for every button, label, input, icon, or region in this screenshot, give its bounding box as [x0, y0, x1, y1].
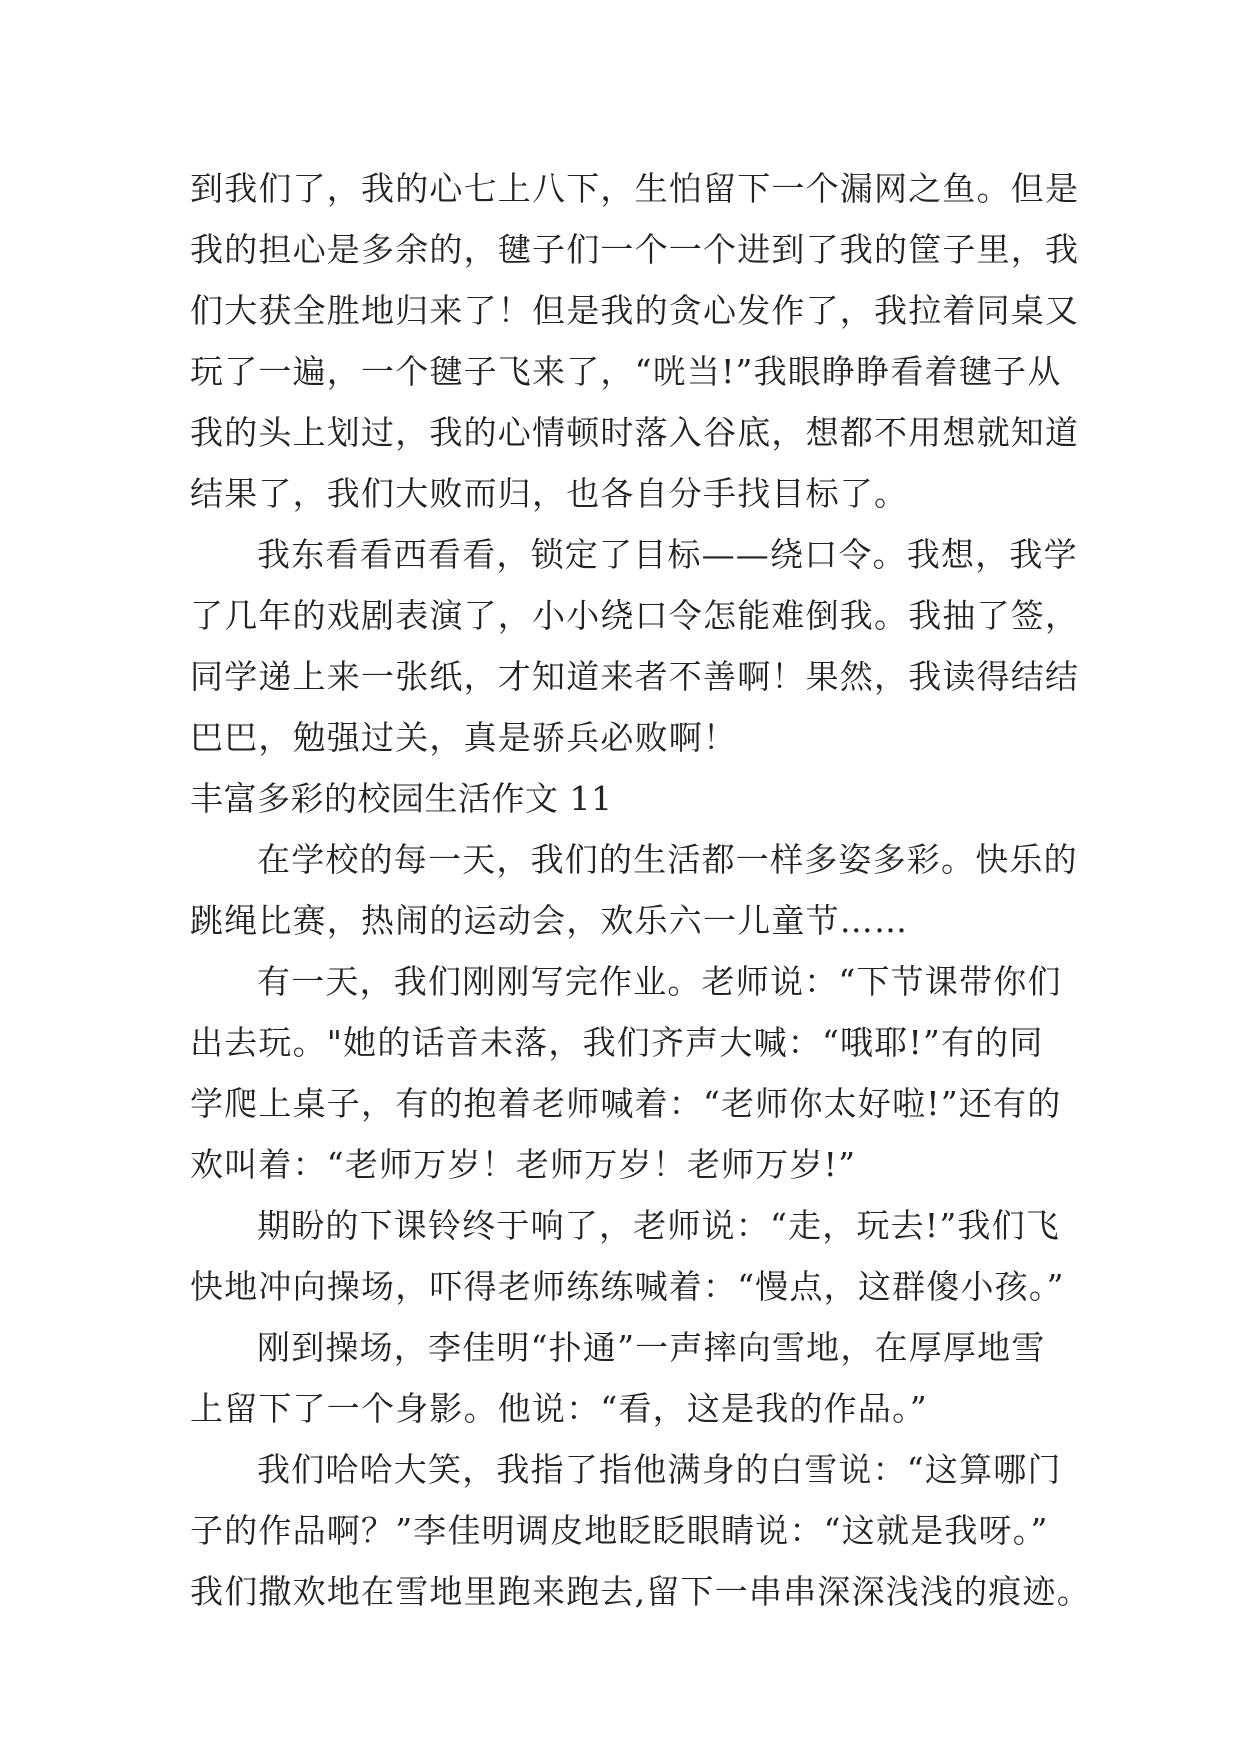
paragraph-line: 了几年的戏剧表演了，小小绕口令怎能难倒我。我抽了签，: [190, 596, 1080, 635]
paragraph-line: 我们哈哈大笑，我指了指他满身的白雪说：“这算哪门: [257, 1450, 1062, 1489]
paragraph-line: 到我们了，我的心七上八下，生怕留下一个漏网之鱼。但是: [190, 169, 1080, 208]
section-heading: 丰富多彩的校园生活作文 11: [190, 779, 613, 818]
paragraph-line: 刚到操场，李佳明“扑通”一声摔向雪地，在厚厚地雪: [257, 1328, 1046, 1367]
paragraph-line: 我的头上划过，我的心情顿时落入谷底，想都不用想就知道: [190, 413, 1080, 452]
paragraph-line: 快地冲向操场，吓得老师练练喊着：“慢点，这群傻小孩。”: [190, 1267, 1065, 1306]
paragraph-line: 期盼的下课铃终于响了，老师说：“走，玩去!”我们飞: [257, 1206, 1061, 1245]
paragraph-line: 我的担心是多余的，毽子们一个一个进到了我的筐子里，我: [190, 230, 1080, 269]
paragraph-line: 学爬上桌子，有的抱着老师喊着：“老师你太好啦!”还有的: [190, 1084, 1062, 1123]
paragraph-line: 在学校的每一天，我们的生活都一样多姿多彩。快乐的: [257, 840, 1078, 879]
paragraph-line: 巴巴，勉强过关，真是骄兵必败啊！: [190, 718, 738, 757]
paragraph-line: 出去玩。"她的话音未落，我们齐声大喊：“哦耶!”有的同: [190, 1023, 1044, 1062]
paragraph-line: 同学递上来一张纸，才知道来者不善啊！果然，我读得结结: [190, 657, 1080, 696]
paragraph-line: 有一天，我们刚刚写完作业。老师说：“下节课带你们: [257, 962, 1062, 1001]
paragraph-line: 跳绳比赛，热闹的运动会，欢乐六一儿童节……: [190, 901, 909, 940]
document-body: [190, 158, 1091, 1622]
paragraph-line: 欢叫着：“老师万岁！老师万岁！老师万岁!”: [190, 1145, 857, 1184]
paragraph-line: 子的作品啊？”李佳明调皮地眨眨眼睛说：“这就是我呀。”: [190, 1511, 1049, 1550]
paragraph-line: 们大获全胜地归来了！但是我的贪心发作了，我拉着同桌又: [190, 291, 1080, 330]
paragraph-line: 玩了一遍，一个毽子飞来了，“咣当!”我眼睁睁看着毽子从: [190, 352, 1062, 391]
paragraph-line: 上留下了一个身影。他说：“看，这是我的作品。”: [190, 1389, 928, 1428]
paragraph-line: 我们撒欢地在雪地里跑来跑去,留下一串串深深浅浅的痕迹。: [190, 1572, 1091, 1611]
paragraph-line: 结果了，我们大败而归，也各自分手找目标了。: [190, 474, 909, 513]
paragraph-line: 我东看看西看看，锁定了目标——绕口令。我想，我学: [257, 535, 1078, 574]
